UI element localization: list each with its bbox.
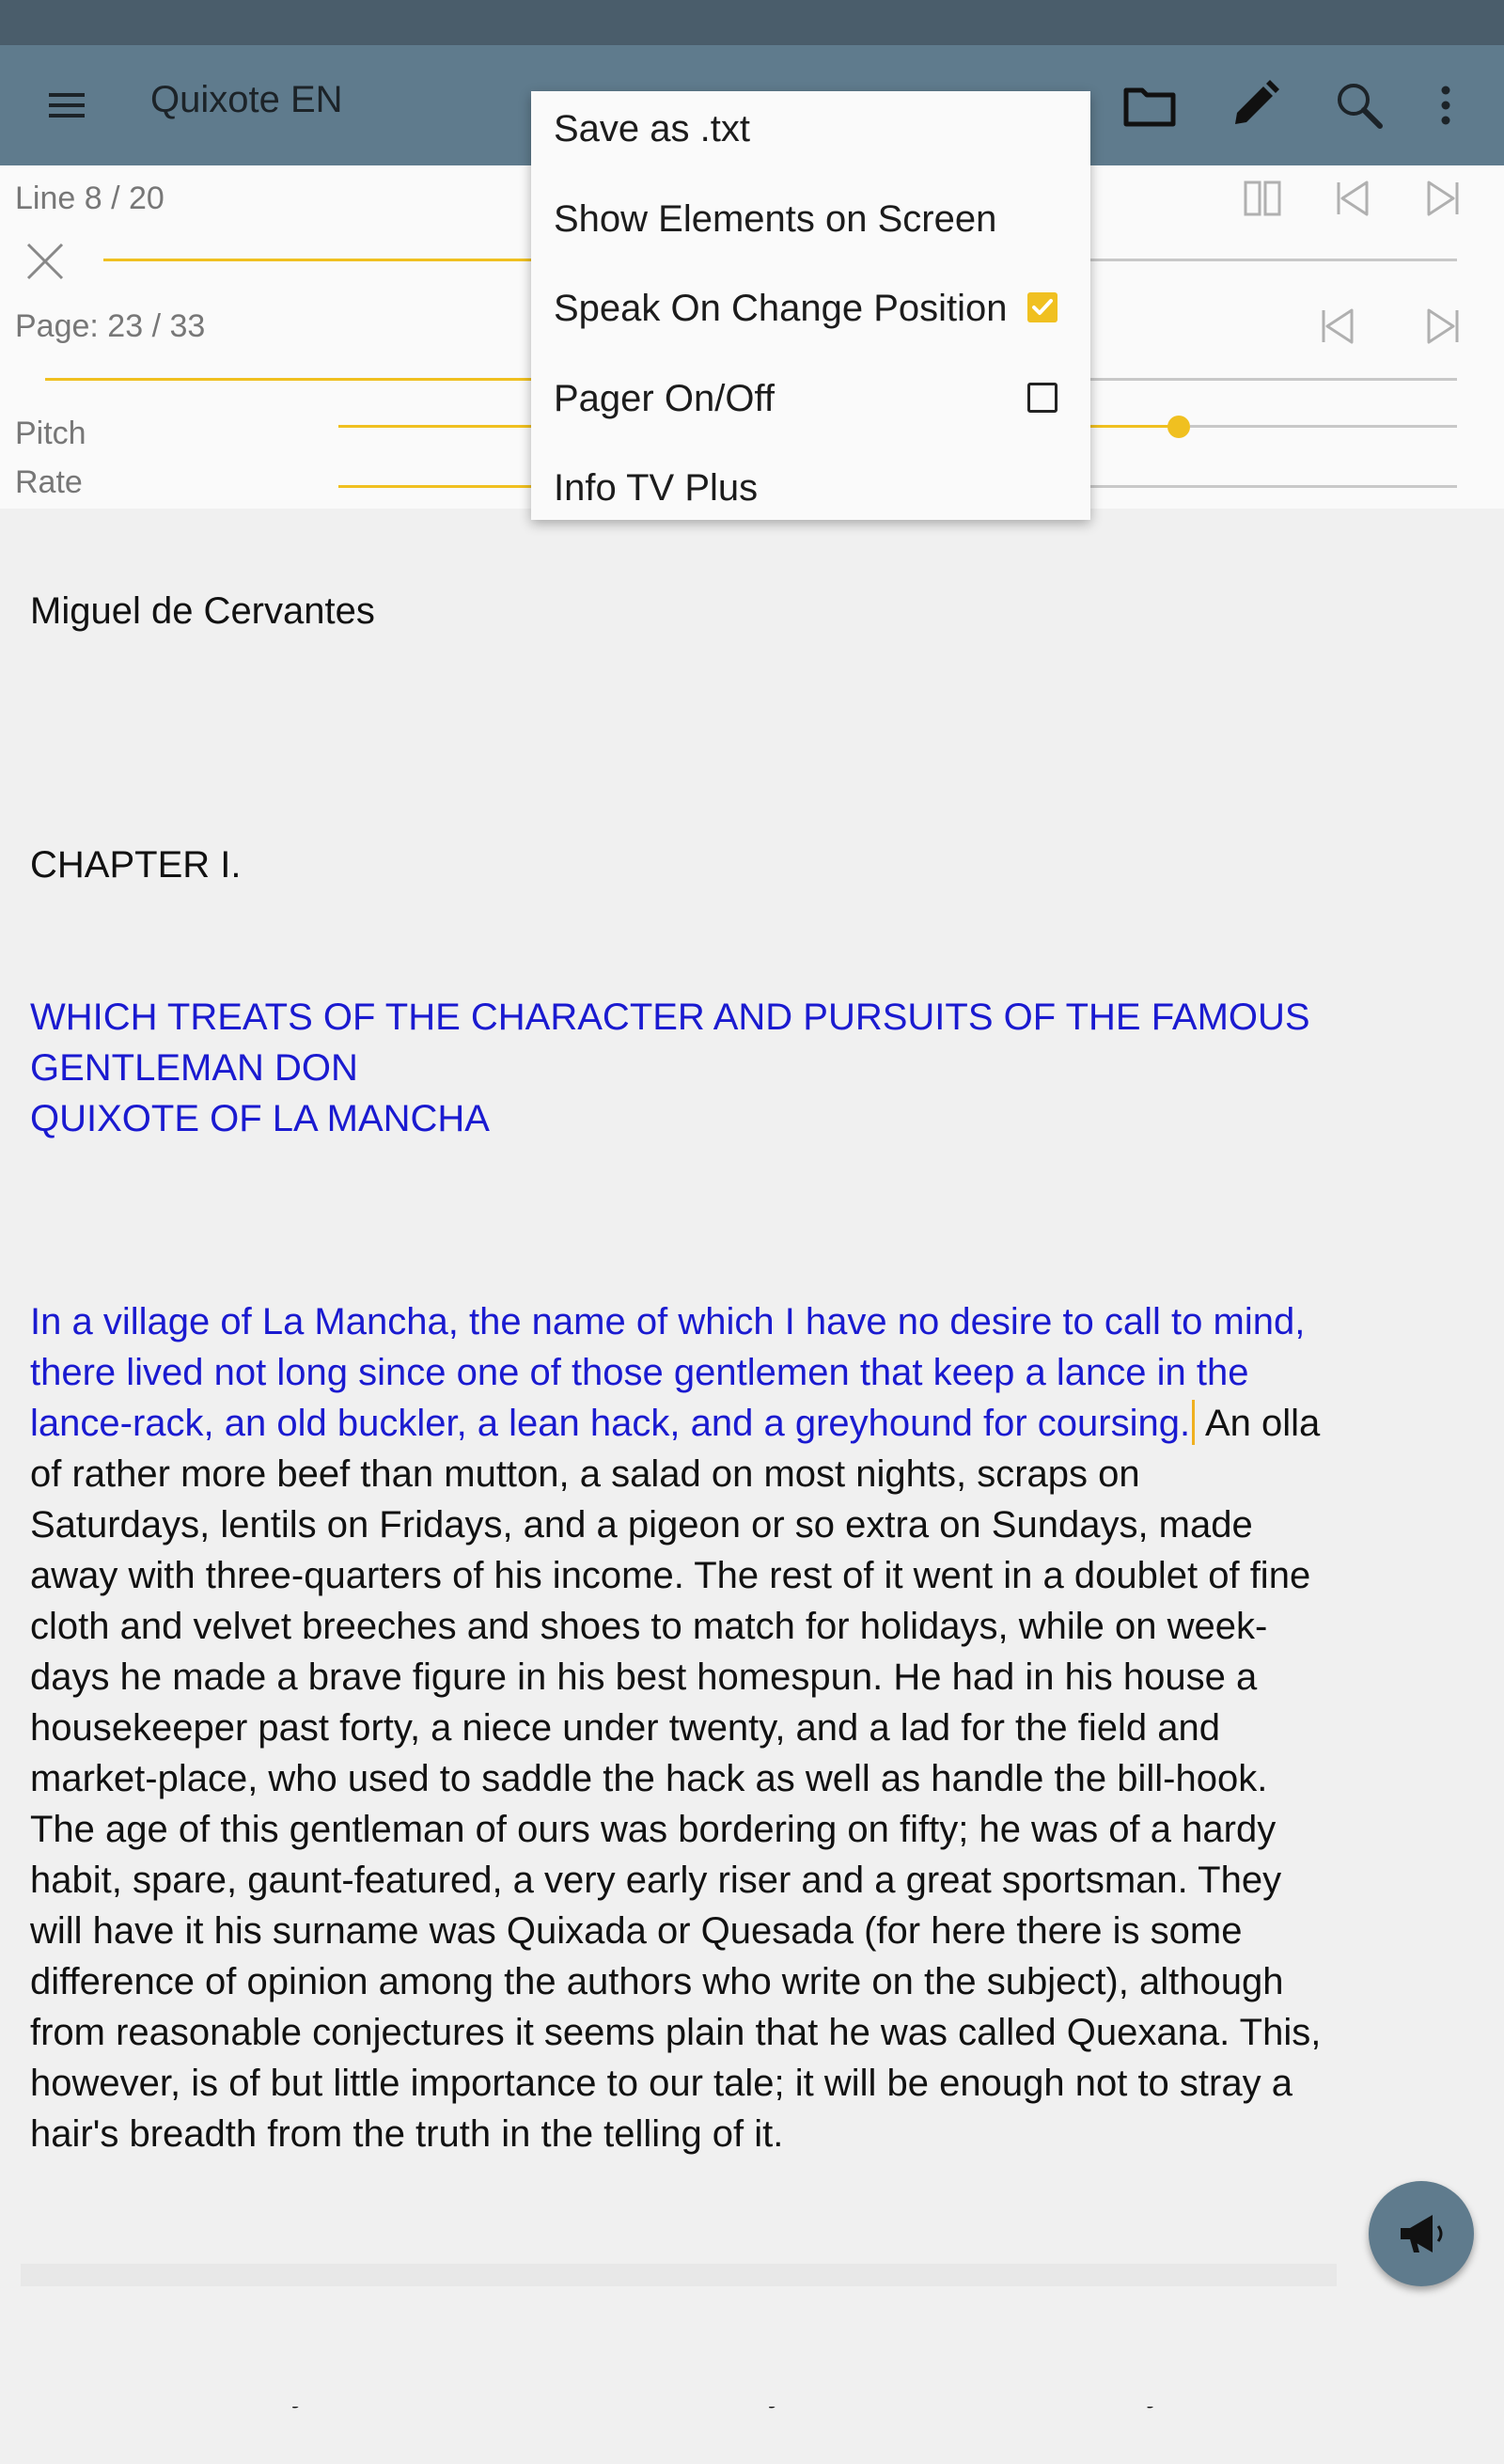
line-progress-track xyxy=(1090,259,1457,261)
menu-item-info-tv-plus[interactable]: Info TV Plus xyxy=(554,467,759,509)
search-icon[interactable] xyxy=(1335,81,1384,130)
pitch-slider-fill-right xyxy=(1090,425,1179,428)
heading-line: QUIXOTE OF LA MANCHA xyxy=(30,1098,490,1139)
rate-slider-track xyxy=(1090,485,1457,488)
pitch-slider-fill[interactable] xyxy=(338,425,531,428)
status-bar xyxy=(0,0,1504,45)
rate-label: Rate xyxy=(15,464,83,500)
folder-icon[interactable] xyxy=(1123,83,1176,128)
author: Miguel de Cervantes xyxy=(30,590,375,632)
megaphone-icon xyxy=(1397,2211,1446,2256)
checkmark-icon xyxy=(1027,292,1058,322)
heading-line: GENTLEMAN DON xyxy=(30,1047,358,1089)
page-counter: Page: 23 / 33 xyxy=(15,308,206,344)
author-line xyxy=(30,586,1327,636)
spoken-sentence: In a village of La Mancha, the name of which I have no desire to call to mind, there lived not long since one of those gentlemen that keep a lance in the lance-rack, an old buckler, a lean hack, and a greyhound for coursing. xyxy=(30,1301,1306,1444)
pitch-label: Pitch xyxy=(15,416,86,451)
split-view-icon[interactable] xyxy=(1243,179,1282,218)
navigation-bar xyxy=(0,2286,1504,2407)
pager-checkbox[interactable] xyxy=(1027,383,1058,413)
chapter-text: CHAPTER I. xyxy=(30,844,242,886)
app-title: Quixote EN xyxy=(150,79,343,120)
page-progress-bar[interactable] xyxy=(45,378,531,381)
menu-item-save-txt[interactable]: Save as .txt xyxy=(554,108,750,149)
menu-item-pager[interactable]: Pager On/Off xyxy=(554,378,775,419)
overflow-menu xyxy=(531,91,1090,520)
heading-line: WHICH TREATS OF THE CHARACTER AND PURSUITS OF THE FAMOUS xyxy=(30,997,1310,1038)
page-progress-track xyxy=(1090,378,1457,381)
pencil-icon[interactable] xyxy=(1230,79,1280,130)
line-counter: Line 8 / 20 xyxy=(15,180,164,216)
pitch-slider-thumb[interactable] xyxy=(1167,416,1190,438)
speak-button[interactable] xyxy=(1369,2181,1474,2286)
chapter-title xyxy=(30,840,1327,890)
document-text xyxy=(30,509,1327,2464)
text-cursor xyxy=(1192,1400,1195,1445)
menu-icon[interactable] xyxy=(47,86,86,124)
paragraph-text: An olla of rather more beef than mutton, a salad on most nights, scraps on Saturdays, lentils on Fridays, and a pigeon or so extra on Sundays, made away with three-quarters of his income. The rest of it went in a doublet of fine cloth and velvet breeches and shoes to match for holidays, while on week-days he made a brave figure in his best homespun. He had in his house a housekeeper past forty, a niece under twenty, and a lad for the field and market-place, who used to saddle the hack as well as handle the bill-hook. The age of this gentleman of ours was bordering on fifty; he was of a hardy habit, spare, gaunt-featured, a very early riser and a great sportsman. They will have it his surname was Quixada or Quesada (for here there is some difference of opinion among the authors who write on the subject), although from reasonable conjectures it seems plain that he was called Quexana. This, however, is of but little importance to our tale; it will be enough not to stray a hair's breadth from the truth in the telling of it. xyxy=(30,1403,1322,2155)
previous-page-icon[interactable] xyxy=(1318,306,1357,346)
reader-content[interactable] xyxy=(0,509,1504,2285)
menu-item-speak-on-change[interactable]: Speak On Change Position xyxy=(554,288,1008,329)
next-page-icon[interactable] xyxy=(1423,306,1463,346)
line-progress-bar[interactable] xyxy=(103,259,531,261)
rate-slider-fill[interactable] xyxy=(338,485,531,488)
content-bottom-edge xyxy=(21,2264,1337,2286)
speak-on-change-checkbox[interactable] xyxy=(1027,292,1058,322)
paragraph-1 xyxy=(30,1296,1327,2159)
next-line-icon[interactable] xyxy=(1423,179,1463,218)
more-vert-icon[interactable] xyxy=(1436,85,1455,126)
close-icon[interactable] xyxy=(24,241,66,282)
chapter-heading xyxy=(30,992,1327,1144)
pitch-slider-track xyxy=(1190,425,1457,428)
previous-line-icon[interactable] xyxy=(1333,179,1372,218)
menu-item-show-elements[interactable]: Show Elements on Screen xyxy=(554,198,997,240)
